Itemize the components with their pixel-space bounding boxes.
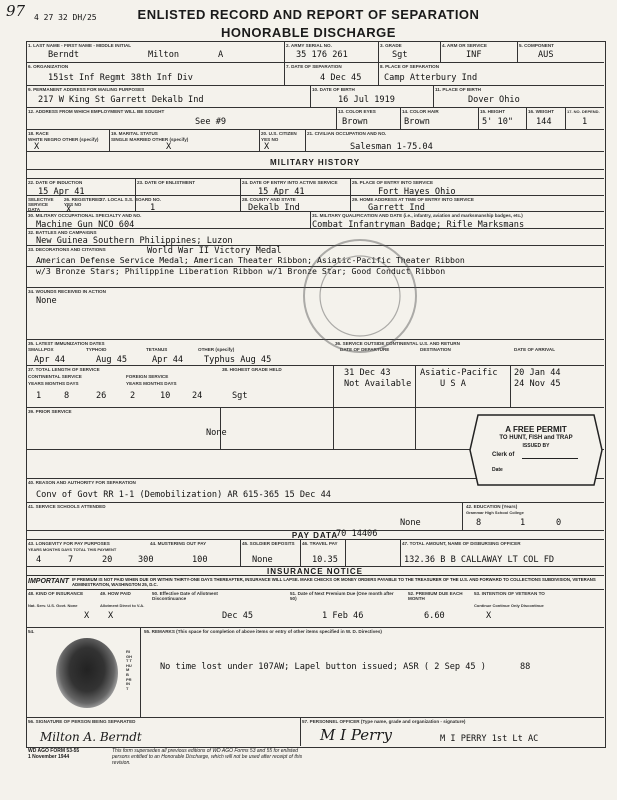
- label-intention: 53. INTENTION OF VETERAN TO: [474, 591, 545, 596]
- form-subtitle: HONORABLE DISCHARGE: [221, 25, 396, 40]
- value-grade: Sgt: [392, 50, 408, 60]
- label-travel: 46. TRAVEL PAY: [302, 541, 338, 546]
- value-battles: New Guinea Southern Philippines; Luzon: [36, 236, 233, 246]
- value-tetanus: Apr 44: [152, 355, 184, 365]
- education-columns: Grammar High School College: [466, 510, 524, 515]
- label-battles: 32. BATTLES AND CAMPAIGNS: [28, 230, 97, 235]
- value-serial: 35 176 261: [296, 50, 348, 60]
- section-insurance: INSURANCE NOTICE: [266, 567, 363, 576]
- label-signature: 56. SIGNATURE OF PERSON BEING SEPARATED: [28, 719, 136, 724]
- label-longevity: 43. LONGEVITY FOR PAY PURPOSES: [28, 541, 110, 546]
- value-marital-mark: X: [166, 142, 172, 152]
- insurance-kinds: Nat. Serv. U.S. Govt. None: [28, 603, 78, 608]
- registered-options: YES NO: [64, 202, 82, 207]
- value-pob: Dover Ohio: [468, 95, 520, 105]
- section-pay-data: PAY DATA: [291, 531, 339, 540]
- label-grade: 3. GRADE: [380, 43, 402, 48]
- label-sep-place: 8. PLACE OF SEPARATION: [380, 64, 440, 69]
- form-title: ENLISTED RECORD AND REPORT OF SEPARATION: [137, 7, 480, 22]
- label-height: 15. HEIGHT: [480, 109, 506, 114]
- label-enlistment: 23. DATE OF ENLISTMENT: [137, 180, 196, 185]
- value-cont-days: 26: [96, 391, 107, 401]
- value-citizen-mark: X: [264, 142, 270, 152]
- label-address: 9. PERMANENT ADDRESS FOR MAILING PURPOSES: [28, 87, 145, 92]
- thumb-print: [56, 638, 118, 708]
- label-continental: CONTINENTAL SERVICE: [28, 374, 82, 379]
- value-occupation: Salesman 1-75.04: [350, 142, 433, 152]
- label-foreign: FOREIGN SERVICE: [126, 374, 169, 379]
- value-middle-initial: A: [218, 50, 224, 60]
- value-reason: Conv of Govt RR 1-1 (Demobilization) AR 615-365 15 Dec 44: [36, 490, 331, 500]
- value-destination-1: Asiatic-Pacific: [420, 368, 498, 378]
- citizen-options: YES NO: [261, 137, 279, 142]
- important-text: IF PREMIUM IS NOT PAID WHEN DUE OR WITHIN THIRTY-ONE DAYS THEREAFTER, INSURANCE WILL LAPSE. MAKE CHECKS OR MONEY ORDERS PAYABLE TO THE TREASURER OF THE U.S. AND FORWARD TO COLLECTIONS SUBDIVISION, VETERANS ADMINISTRATION, WASHINGTON 25, D.C.: [72, 577, 596, 587]
- value-hair: Brown: [404, 117, 430, 127]
- section-military-history: MILITARY HISTORY: [269, 158, 361, 167]
- label-service-outside: 36. SERVICE OUTSIDE CONTINENTAL U.S. AND RETURN: [335, 341, 460, 346]
- label-education: 42. EDUCATION (Years): [466, 504, 518, 509]
- label-name: 1. LAST NAME - FIRST NAME - MIDDLE INITIAL: [28, 43, 132, 48]
- value-foreign-months: 10: [160, 391, 171, 401]
- how-paid-options: Allotment Direct to V.A.: [100, 603, 145, 608]
- value-grammar: 8: [476, 518, 482, 528]
- value-highest-grade: Sgt: [232, 391, 248, 401]
- label-board: 27. LOCAL S.S. BOARD NO.: [100, 197, 161, 202]
- label-registered: 26. REGISTERED: [64, 197, 102, 202]
- value-schools: None: [400, 518, 421, 528]
- value-foreign-days: 24: [192, 391, 203, 401]
- value-sep-place: Camp Atterbury Ind: [384, 73, 478, 83]
- label-race: 18. RACE: [28, 131, 49, 136]
- permit-clerk-scribble: [522, 448, 578, 459]
- signature-person: Milton A. Berndt: [40, 730, 142, 744]
- value-decoration-line2: American Defense Service Medal; American Theater Ribbon; Asiatic-Pacific Theater Ribbon: [36, 255, 465, 265]
- value-last-name: Berndt: [48, 50, 80, 60]
- label-citizen: 20. U.S. CITIZEN: [261, 131, 297, 136]
- value-first-name: Milton: [148, 50, 180, 60]
- value-active-entry: 15 Apr 41: [258, 187, 305, 197]
- foreign-ymd: YEARS MONTHS DAYS: [126, 381, 177, 386]
- value-effective-date: Dec 45: [222, 611, 254, 621]
- label-important: IMPORTANT: [28, 578, 69, 585]
- footer-form-number: WD AGO FORM 53-55 1 November 1944: [28, 748, 80, 760]
- label-mos: 30. MILITARY OCCUPATIONAL SPECIALTY AND NO.: [28, 213, 142, 218]
- value-muster-total: 300: [138, 555, 154, 565]
- value-total-disbursing: 132.36 B B CALLAWAY LT COL FD: [404, 555, 555, 565]
- signature-officer: M I Perry: [320, 726, 392, 744]
- label-dob: 10. DATE OF BIRTH: [312, 87, 355, 92]
- label-prior-service: 39. PRIOR SERVICE: [28, 409, 72, 414]
- separation-center-stamp: [300, 236, 420, 356]
- label-remarks: 55. REMARKS (This space for completion of above items or entry of other items specified in W. D. Directives): [144, 629, 382, 634]
- value-intention-mark: X: [486, 611, 492, 621]
- value-decoration-line3: w/3 Bronze Stars; Philippine Liberation Ribbon w/1 Bronze Star; Good Conduct Ribbon: [36, 266, 446, 276]
- label-schools: 41. SERVICE SCHOOLS ATTENDED: [28, 504, 106, 509]
- label-decorations: 33. DECORATIONS AND CITATIONS: [28, 247, 106, 252]
- label-hair: 14. COLOR HAIR: [402, 109, 439, 114]
- label-deposits: 45. SOLDIER DEPOSITS: [242, 541, 295, 546]
- value-eyes: Brown: [342, 117, 368, 127]
- value-component: AUS: [538, 50, 554, 60]
- continental-ymd: YEARS MONTHS DAYS: [28, 381, 79, 386]
- marital-options: SINGLE MARRIED OTHER (specify): [111, 137, 189, 142]
- label-arrival: DATE OF ARRIVAL: [514, 347, 555, 352]
- value-destination-2: U S A: [440, 379, 466, 389]
- permit-line-2: TO HUNT, FISH and TRAP: [499, 435, 573, 441]
- label-smallpox: SMALLPOX: [28, 347, 54, 352]
- label-component: 5. COMPONENT: [519, 43, 554, 48]
- value-wounds: None: [36, 296, 57, 306]
- label-eyes: 13. COLOR EYES: [338, 109, 376, 114]
- label-personnel-officer: 57. PERSONNEL OFFICER (Type name, grade and organization - signature): [302, 719, 466, 724]
- value-pay-serial: 70 14406: [336, 529, 378, 539]
- form-frame: [26, 41, 606, 748]
- value-arrival-2: 24 Nov 45: [514, 379, 561, 389]
- value-muster-this: 100: [192, 555, 208, 565]
- value-travel: 10.35: [312, 555, 338, 565]
- label-marital: 19. MARITAL STATUS: [111, 131, 158, 136]
- value-cont-months: 8: [64, 391, 70, 401]
- label-pob: 11. PLACE OF BIRTH: [435, 87, 481, 92]
- value-long-days: 20: [102, 555, 113, 565]
- value-officer: M I PERRY 1st Lt AC: [440, 734, 539, 744]
- value-remarks: No time lost under 107AW; Lapel button issued; ASR ( 2 Sep 45 ): [160, 662, 486, 672]
- label-occupation: 21. CIVILIAN OCCUPATION AND NO.: [307, 131, 387, 136]
- pay-columns: YEARS MONTHS DAYS TOTAL THIS PAYMENT: [28, 547, 117, 552]
- footer-text: This form supersedes all previous editions of WD AGO Forms 53 and 55 for enlisted persons entitled to an Honorable Discharge, which will not be used after receipt of this revision.: [112, 748, 303, 766]
- permit-line-4: Clerk of: [492, 452, 515, 458]
- value-departure-2: Not Available: [344, 379, 412, 389]
- value-typhoid: Aug 45: [96, 355, 128, 365]
- value-smallpox: Apr 44: [34, 355, 66, 365]
- label-induction: 22. DATE OF INDUCTION: [28, 180, 83, 185]
- value-next-due: 1 Feb 46: [322, 611, 364, 621]
- label-serial: 2. ARMY SERIAL NO.: [286, 43, 332, 48]
- label-other-immunization: OTHER (specify): [198, 347, 235, 352]
- value-how-paid-mark: X: [108, 611, 114, 621]
- label-arm: 4. ARM OR SERVICE: [442, 43, 487, 48]
- label-total-amount: 47. TOTAL AMOUNT, NAME OF DISBURSING OFFICER: [402, 541, 521, 546]
- value-board: 1: [150, 203, 156, 213]
- label-organization: 6. ORGANIZATION: [28, 64, 69, 69]
- label-highest-grade: 38. HIGHEST GRADE HELD: [222, 367, 282, 372]
- permit-line-1: A FREE PERMIT: [505, 425, 567, 434]
- value-long-months: 7: [68, 555, 74, 565]
- value-weight: 144: [536, 117, 552, 127]
- free-permit-stamp: [468, 413, 604, 487]
- value-induction: 15 Apr 41: [38, 187, 85, 197]
- label-mustering: 44. MUSTERING OUT PAY: [150, 541, 207, 546]
- value-mos: Machine Gun NCO 604: [36, 220, 135, 230]
- value-address: 217 W King St Garrett Dekalb Ind: [38, 95, 204, 105]
- label-selective-service: SELECTIVE SERVICE DATA: [28, 197, 54, 212]
- value-height: 5' 10": [482, 117, 514, 127]
- label-weight: 16. WEIGHT: [528, 109, 555, 114]
- label-sep-date: 7. DATE OF SEPARATION: [286, 64, 342, 69]
- value-depend: 1: [582, 117, 588, 127]
- label-total-service: 37. TOTAL LENGTH OF SERVICE: [28, 367, 100, 372]
- corner-stamp: 4 27 32 DH/25: [34, 13, 97, 22]
- value-arm: INF: [466, 50, 482, 60]
- value-decoration-line1: World War II Victory Medal: [147, 246, 282, 256]
- label-54: 54.: [28, 629, 35, 634]
- value-foreign-years: 2: [130, 391, 136, 401]
- label-thumb: RIGHT THUMB PRINT: [126, 649, 132, 691]
- value-remarks-number: 88: [520, 662, 531, 672]
- label-departure: DATE OF DEPARTURE: [340, 347, 390, 352]
- value-long-years: 4: [36, 555, 42, 565]
- label-kind-insurance: 48. KIND OF INSURANCE: [28, 591, 84, 596]
- intention-options: Continue Continue Only Discontinue: [474, 603, 544, 608]
- handwritten-number: 97: [6, 2, 26, 20]
- label-tetanus: TETANUS: [146, 347, 168, 352]
- label-depend: 17. NO. DEPEND.: [567, 109, 600, 114]
- value-insurance-mark: X: [84, 611, 90, 621]
- label-county: 28. COUNTY AND STATE: [242, 197, 296, 202]
- race-options: WHITE NEGRO OTHER (specify): [28, 137, 99, 142]
- label-qualification: 31. MILITARY QUALIFICATION AND DATE (i.e., infantry, aviation and marksmanship badges, etc.): [312, 213, 523, 218]
- value-cont-years: 1: [36, 391, 42, 401]
- value-departure-1: 31 Dec 43: [344, 368, 391, 378]
- value-employment-address: See #9: [195, 117, 227, 127]
- label-next-premium: 51. Date of Next Premium Due (One month after 50): [290, 591, 394, 601]
- label-destination: DESTINATION: [420, 347, 451, 352]
- value-deposits: None: [252, 555, 273, 565]
- label-entry-place: 25. PLACE OF ENTRY INTO SERVICE: [352, 180, 434, 185]
- label-reason: 40. REASON AND AUTHORITY FOR SEPARATION: [28, 480, 136, 485]
- label-employment-address: 12. ADDRESS FROM WHICH EMPLOYMENT WILL BE SOUGHT: [28, 109, 165, 114]
- value-other-immunization: Typhus Aug 45: [204, 355, 272, 365]
- value-organization: 151st Inf Regmt 38th Inf Div: [48, 73, 193, 83]
- value-premium: 6.60: [424, 611, 445, 621]
- label-effective-date: 50. Effective Date of Allotment Discontinuance: [152, 591, 218, 601]
- label-immunization: 35. LATEST IMMUNIZATION DATES: [28, 341, 105, 346]
- value-high-school: 1: [520, 518, 526, 528]
- value-sep-date: 4 Dec 45: [320, 73, 362, 83]
- label-home-address: 29. HOME ADDRESS AT TIME OF ENTRY INTO SERVICE: [352, 197, 474, 202]
- value-entry-place: Fort Hayes Ohio: [378, 187, 456, 197]
- value-arrival-1: 20 Jan 44: [514, 368, 561, 378]
- permit-line-3: ISSUED BY: [522, 443, 550, 449]
- value-home-address: Garrett Ind: [368, 203, 425, 213]
- value-dob: 16 Jul 1919: [338, 95, 395, 105]
- label-how-paid: 49. HOW PAID: [100, 591, 131, 596]
- label-typhoid: TYPHOID: [86, 347, 107, 352]
- value-qualification: Combat Infantryman Badge; Rifle Marksmans: [312, 220, 525, 230]
- permit-line-5: Date: [492, 467, 503, 473]
- value-county: Dekalb Ind: [248, 203, 300, 213]
- label-premium-due: 52. PREMIUM DUE EACH MONTH: [408, 591, 463, 601]
- value-race-mark: X: [34, 142, 40, 152]
- value-college: 0: [556, 518, 562, 528]
- value-prior-service: None: [206, 428, 227, 438]
- value-registered-mark: X: [66, 205, 72, 215]
- label-active-entry: 24. DATE OF ENTRY INTO ACTIVE SERVICE: [242, 180, 338, 185]
- label-wounds: 34. WOUNDS RECEIVED IN ACTION: [28, 289, 106, 294]
